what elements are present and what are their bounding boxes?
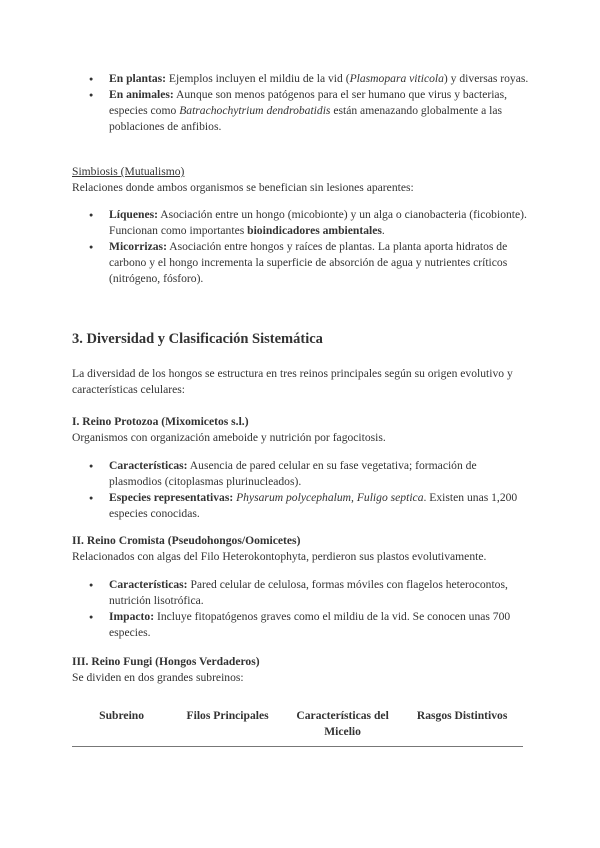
list-item — [72, 87, 532, 135]
item-label: Características: — [109, 459, 188, 472]
list-item — [72, 577, 532, 609]
table-header-cell: Rasgos Distintivos — [401, 708, 523, 747]
item-text: Aunque son menos patógenos para el ser humano que virus y bacterias, especies como — [109, 88, 507, 117]
table-header-cell: Subreino — [72, 708, 171, 747]
reino-cromista-list — [72, 577, 532, 641]
table-header-cell: Características del Micelio — [284, 708, 401, 747]
subsection-title: Simbiosis (Mutualismo) — [72, 165, 185, 178]
reino-title: II. Reino Cromista (Pseudohongos/Oomicetes) — [72, 534, 301, 547]
pathogen-list — [72, 71, 532, 135]
item-label: En plantas: — [109, 72, 167, 85]
section-heading: 3. Diversidad y Clasificación Sistemática — [72, 331, 323, 347]
paragraph: Organismos con organización ameboide y nutrición por fagocitosis. — [72, 431, 386, 444]
item-label: Micorrizas: — [109, 240, 167, 253]
paragraph: Se dividen en dos grandes subreinos: — [72, 671, 244, 684]
species-name: Batrachochytrium dendrobatidis — [179, 104, 331, 117]
reino-title: I. Reino Protozoa (Mixomicetos s.l.) — [72, 415, 249, 428]
list-item — [72, 490, 532, 522]
item-text: Asociación entre hongos y raíces de plantas. La planta aporta hidratos de carbono y el hongo incrementa la superficie de absorción de agua y nutrientes críticos (nitrógeno, fósforo). — [109, 240, 508, 285]
list-item — [72, 609, 532, 641]
item-emphasis: bioindicadores ambientales — [247, 224, 382, 237]
item-label: Especies representativas: — [109, 491, 234, 504]
item-text: están amenazando globalmente a las poblaciones de anfibios. — [109, 104, 503, 133]
item-label: Características: — [109, 578, 188, 591]
table-header-cell: Filos Principales — [171, 708, 284, 747]
simbiosis-block — [72, 164, 532, 196]
species-name: Plasmopara viticola — [349, 72, 444, 85]
species-name: Physarum polycephalum, Fuligo septica — [236, 491, 424, 504]
reino-protozoa — [72, 414, 532, 446]
list-item — [72, 71, 532, 87]
paragraph: Relacionados con algas del Filo Heterokontophyta, perdieron sus plastos evolutivamente. — [72, 550, 487, 563]
list-item — [72, 207, 532, 239]
item-text: Ausencia de pared celular en su fase vegetativa; formación de plasmodios (citoplasmas plurinucleados). — [109, 459, 477, 488]
reino-title: III. Reino Fungi (Hongos Verdaderos) — [72, 655, 260, 668]
paragraph: La diversidad de los hongos se estructura en tres reinos principales según su origen evolutivo y características celulares: — [72, 367, 513, 396]
item-label: Impacto: — [109, 610, 155, 623]
item-text: . Existen unas 1,200 especies conocidas. — [109, 491, 518, 520]
paragraph: Relaciones donde ambos organismos se benefician sin lesiones aparentes: — [72, 181, 414, 194]
table-header-row — [72, 708, 523, 747]
item-text: ) y diversas royas. — [443, 72, 529, 85]
item-label: En animales: — [109, 88, 174, 101]
item-label: Líquenes: — [109, 208, 158, 221]
list-item — [72, 458, 532, 490]
subreino-table — [72, 708, 523, 747]
item-text: Incluye fitopatógenos graves como el mildiu de la vid. Se conocen unas 700 especies. — [109, 610, 511, 639]
item-text: . — [381, 224, 385, 237]
item-text: Pared celular de celulosa, formas móviles con flagelos heterocontos, nutrición lisotrófica. — [109, 578, 508, 607]
item-text: Ejemplos incluyen el mildiu de la vid ( — [166, 72, 350, 85]
list-item — [72, 239, 532, 287]
reino-protozoa-list — [72, 458, 532, 522]
reino-cromista — [72, 533, 532, 565]
simbiosis-list — [72, 207, 532, 287]
item-text: Asociación entre un hongo (micobionte) y un alga o cianobacteria (ficobionte). Funcionan como importantes — [109, 208, 527, 237]
reino-fungi — [72, 654, 532, 686]
